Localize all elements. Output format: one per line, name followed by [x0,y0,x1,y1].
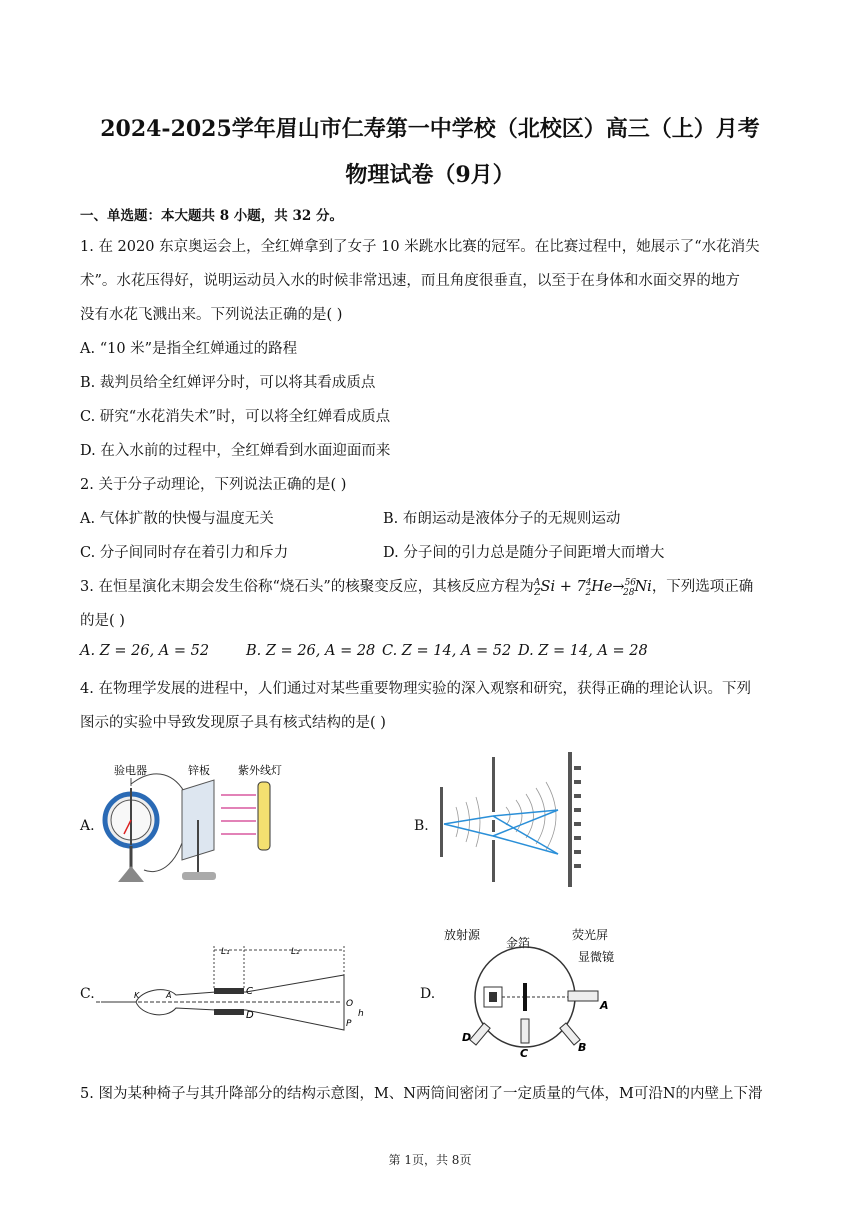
q4-figure-a-photoelectric [96,760,296,895]
h-label: h [358,1009,364,1019]
q3-stem-tail: ，下列选项正确 [651,579,754,595]
q1-stem-line2: 术”。水花压得好，说明运动员入水的时候非常迅速，而且角度很垂直，以至于在身体和水面交界的地方 [80,273,740,289]
q4-figure-c-cathode-ray-tube [96,940,366,1050]
q1-option-a: A. “10 米”是指全红婵通过的路程 [80,341,298,357]
q1-stem-line1: 1. 在 2020 东京奥运会上，全红婵拿到了女子 10 米跳水比赛的冠军。在比赛过程中，她展示了“水花消失 [80,239,760,255]
q3-option-d: D. Z = 14, A = 28 [518,643,648,659]
q3-stem-line1 [80,575,753,598]
fluorescent-screen-label: 荧光屏 [572,928,609,942]
electroscope-label: 验电器 [114,764,147,777]
q4-stem-line1: 4. 在物理学发展的进程中，人们通过对某些重要物理实验的深入观察和研究，获得正确的理论认识。下列 [80,681,751,697]
q2-option-a: A. 气体扩散的快慢与温度无关 [80,511,274,527]
q2-stem: 2. 关于分子动理论，下列说法正确的是( ) [80,477,347,493]
detector-a-label: A [600,999,609,1012]
q3-option-c: C. Z = 14, A = 52 [382,643,512,659]
exam-title-line2: 物理试卷（9月） [345,162,515,188]
gold-foil-label: 金箔 [506,936,531,950]
radioactive-source-label: 放射源 [444,928,481,942]
q1-stem-line3: 没有水花飞溅出来。下列说法正确的是( ) [80,307,343,323]
detector-b-label: B [578,1041,587,1054]
detector-d-label: D [462,1031,472,1044]
q4-fig-a-label: A. [80,818,95,834]
q4-figure-b-double-slit [436,752,596,887]
page-footer: 第 1页，共 8页 [388,1153,472,1167]
q1-option-c: C. 研究“水花消失术”时，可以将全红婵看成质点 [80,409,391,425]
q2-option-b: B. 布朗运动是液体分子的无规则运动 [383,511,621,527]
q4-figure-d-alpha-scattering [440,925,630,1060]
q4-fig-b-label: B. [414,818,429,834]
a-label: A [166,991,172,1000]
p-label: P [346,1019,352,1029]
detector-c-label: C [520,1047,529,1060]
q3-stem-text: 3. 在恒星演化末期会发生俗称“烧石头”的核聚变反应，其核反应方程为 [80,579,534,595]
c-label: C [246,986,253,997]
l2-label: L₂ [291,947,300,957]
d-label: D [246,1010,254,1021]
q3-option-a: A. Z = 26, A = 52 [80,643,210,659]
l1-label: L₁ [221,947,230,957]
q4-fig-d-label: D. [420,986,436,1002]
q5-stem-line1: 5. 图为某种椅子与其升降部分的结构示意图，M、N两筒间密闭了一定质量的气体，M可沿N的内壁上下滑 [80,1086,763,1102]
section-heading: 一、单选题：本大题共 8 小题，共 32 分。 [80,208,343,224]
q1-option-b: B. 裁判员给全红婵评分时，可以将其看成质点 [80,375,376,391]
q2-option-d: D. 分子间的引力总是随分子间距增大而增大 [383,545,665,561]
q4-stem-line2: 图示的实验中导致发现原子具有核式结构的是( ) [80,715,386,731]
k-label: K [134,991,140,1000]
exam-title-line1: 2024-2025学年眉山市仁寿第一中学校（北校区）高三（上）月考 [100,116,760,142]
uv-lamp-label: 紫外线灯 [238,764,282,777]
q3-nuclear-equation: $^A_ZSi + 7^4_2He\to^{56}_{28}Ni$ [533,578,652,598]
zinc-plate-label: 锌板 [188,764,210,777]
q3-option-b: B. Z = 26, A = 28 [246,643,376,659]
q2-option-c: C. 分子间同时存在着引力和斥力 [80,545,289,561]
q4-fig-c-label: C. [80,986,95,1002]
q1-option-d: D. 在入水前的过程中，全红婵看到水面迎面而来 [80,443,391,459]
q3-stem-line2: 的是( ) [80,613,125,629]
microscope-label: 显微镜 [578,950,615,964]
o-label: O [346,999,354,1009]
